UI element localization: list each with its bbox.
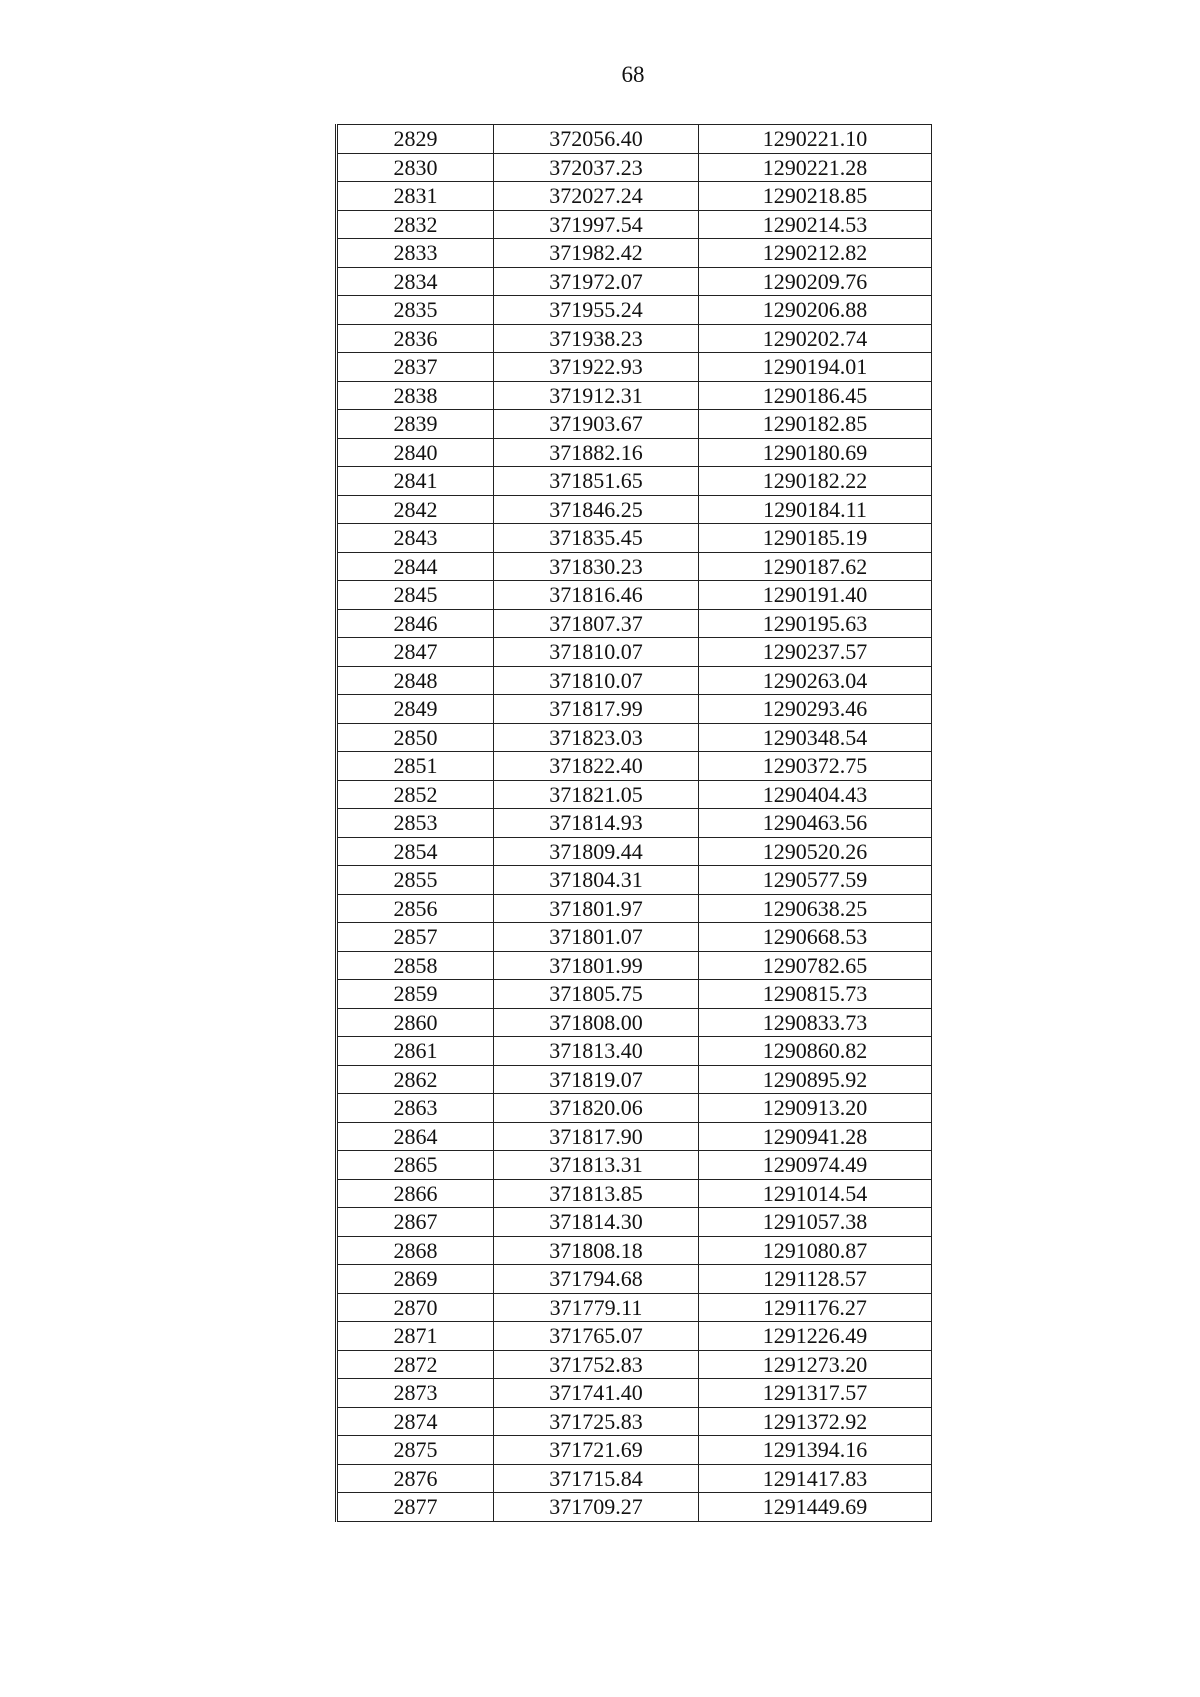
point-number-cell: 2849 [337,695,494,724]
point-number-cell: 2860 [337,1008,494,1037]
point-number-cell: 2865 [337,1151,494,1180]
table-row [337,1407,932,1436]
point-number-cell: 2859 [337,980,494,1009]
table-row [337,666,932,695]
point-number-cell: 2863 [337,1094,494,1123]
point-number-cell: 2877 [337,1493,494,1522]
x-coordinate-cell: 371955.24 [494,296,699,325]
point-number-cell: 2833 [337,239,494,268]
y-coordinate-cell: 1291080.87 [699,1236,932,1265]
point-number-cell: 2850 [337,723,494,752]
table-row [337,410,932,439]
point-number-cell: 2851 [337,752,494,781]
point-number-cell: 2871 [337,1322,494,1351]
point-number-cell: 2872 [337,1350,494,1379]
y-coordinate-cell: 1291014.54 [699,1179,932,1208]
x-coordinate-cell: 371997.54 [494,210,699,239]
table-row [337,1464,932,1493]
y-coordinate-cell: 1290182.22 [699,467,932,496]
x-coordinate-cell: 371846.25 [494,495,699,524]
point-number-cell: 2844 [337,552,494,581]
point-number-cell: 2868 [337,1236,494,1265]
y-coordinate-cell: 1290187.62 [699,552,932,581]
table-row [337,837,932,866]
table-row [337,467,932,496]
point-number-cell: 2875 [337,1436,494,1465]
y-coordinate-cell: 1290895.92 [699,1065,932,1094]
y-coordinate-cell: 1290372.75 [699,752,932,781]
table-row [337,1265,932,1294]
x-coordinate-cell: 371765.07 [494,1322,699,1351]
y-coordinate-cell: 1290214.53 [699,210,932,239]
x-coordinate-cell: 371808.18 [494,1236,699,1265]
x-coordinate-cell: 371982.42 [494,239,699,268]
table-row [337,951,932,980]
x-coordinate-cell: 371912.31 [494,381,699,410]
point-number-cell: 2834 [337,267,494,296]
y-coordinate-cell: 1290668.53 [699,923,932,952]
x-coordinate-cell: 371820.06 [494,1094,699,1123]
y-coordinate-cell: 1290221.28 [699,153,932,182]
table-row [337,638,932,667]
point-number-cell: 2832 [337,210,494,239]
y-coordinate-cell: 1290191.40 [699,581,932,610]
point-number-cell: 2841 [337,467,494,496]
table-row [337,1236,932,1265]
table-row [337,1151,932,1180]
y-coordinate-cell: 1291273.20 [699,1350,932,1379]
table-row [337,353,932,382]
table-row [337,1379,932,1408]
point-number-cell: 2866 [337,1179,494,1208]
table-row [337,210,932,239]
x-coordinate-cell: 371725.83 [494,1407,699,1436]
x-coordinate-cell: 371813.40 [494,1037,699,1066]
point-number-cell: 2862 [337,1065,494,1094]
y-coordinate-cell: 1290782.65 [699,951,932,980]
table-row [337,296,932,325]
x-coordinate-cell: 371903.67 [494,410,699,439]
x-coordinate-cell: 371810.07 [494,666,699,695]
x-coordinate-cell: 371801.07 [494,923,699,952]
x-coordinate-cell: 371938.23 [494,324,699,353]
x-coordinate-cell: 371813.85 [494,1179,699,1208]
table-row [337,1065,932,1094]
point-number-cell: 2853 [337,809,494,838]
table-row [337,125,932,154]
y-coordinate-cell: 1290293.46 [699,695,932,724]
point-number-cell: 2855 [337,866,494,895]
y-coordinate-cell: 1291128.57 [699,1265,932,1294]
table-row [337,153,932,182]
point-number-cell: 2831 [337,182,494,211]
point-number-cell: 2847 [337,638,494,667]
table-row [337,324,932,353]
x-coordinate-cell: 371715.84 [494,1464,699,1493]
y-coordinate-cell: 1290463.56 [699,809,932,838]
table-row [337,239,932,268]
point-number-cell: 2842 [337,495,494,524]
table-row [337,1350,932,1379]
point-number-cell: 2876 [337,1464,494,1493]
coordinates-table [335,124,932,1522]
y-coordinate-cell: 1290913.20 [699,1094,932,1123]
point-number-cell: 2874 [337,1407,494,1436]
table-row [337,381,932,410]
x-coordinate-cell: 371741.40 [494,1379,699,1408]
x-coordinate-cell: 371721.69 [494,1436,699,1465]
x-coordinate-cell: 372027.24 [494,182,699,211]
y-coordinate-cell: 1290815.73 [699,980,932,1009]
x-coordinate-cell: 371972.07 [494,267,699,296]
y-coordinate-cell: 1290184.11 [699,495,932,524]
table-row [337,609,932,638]
y-coordinate-cell: 1290860.82 [699,1037,932,1066]
y-coordinate-cell: 1290209.76 [699,267,932,296]
x-coordinate-cell: 371816.46 [494,581,699,610]
y-coordinate-cell: 1291449.69 [699,1493,932,1522]
point-number-cell: 2873 [337,1379,494,1408]
y-coordinate-cell: 1290182.85 [699,410,932,439]
x-coordinate-cell: 371752.83 [494,1350,699,1379]
y-coordinate-cell: 1291394.16 [699,1436,932,1465]
x-coordinate-cell: 371835.45 [494,524,699,553]
y-coordinate-cell: 1290638.25 [699,894,932,923]
y-coordinate-cell: 1290404.43 [699,780,932,809]
point-number-cell: 2836 [337,324,494,353]
table-row [337,1436,932,1465]
table-row [337,524,932,553]
point-number-cell: 2840 [337,438,494,467]
point-number-cell: 2869 [337,1265,494,1294]
point-number-cell: 2854 [337,837,494,866]
y-coordinate-cell: 1290941.28 [699,1122,932,1151]
x-coordinate-cell: 371882.16 [494,438,699,467]
y-coordinate-cell: 1290348.54 [699,723,932,752]
y-coordinate-cell: 1290974.49 [699,1151,932,1180]
point-number-cell: 2864 [337,1122,494,1151]
y-coordinate-cell: 1290186.45 [699,381,932,410]
x-coordinate-cell: 371813.31 [494,1151,699,1180]
y-coordinate-cell: 1291317.57 [699,1379,932,1408]
y-coordinate-cell: 1290194.01 [699,353,932,382]
table-row [337,438,932,467]
x-coordinate-cell: 371808.00 [494,1008,699,1037]
x-coordinate-cell: 371823.03 [494,723,699,752]
table-row [337,495,932,524]
point-number-cell: 2830 [337,153,494,182]
y-coordinate-cell: 1290237.57 [699,638,932,667]
table-row [337,1008,932,1037]
point-number-cell: 2857 [337,923,494,952]
x-coordinate-cell: 371819.07 [494,1065,699,1094]
table-row [337,1208,932,1237]
point-number-cell: 2837 [337,353,494,382]
x-coordinate-cell: 371810.07 [494,638,699,667]
y-coordinate-cell: 1290195.63 [699,609,932,638]
x-coordinate-cell: 371822.40 [494,752,699,781]
x-coordinate-cell: 371805.75 [494,980,699,1009]
y-coordinate-cell: 1290577.59 [699,866,932,895]
table-row [337,1293,932,1322]
table-row [337,581,932,610]
table-row [337,1094,932,1123]
x-coordinate-cell: 371830.23 [494,552,699,581]
table-row [337,267,932,296]
y-coordinate-cell: 1290202.74 [699,324,932,353]
point-number-cell: 2838 [337,381,494,410]
page-number: 68 [621,62,645,87]
table-row [337,752,932,781]
y-coordinate-cell: 1291226.49 [699,1322,932,1351]
x-coordinate-cell: 371807.37 [494,609,699,638]
x-coordinate-cell: 371817.90 [494,1122,699,1151]
x-coordinate-cell: 371821.05 [494,780,699,809]
y-coordinate-cell: 1290206.88 [699,296,932,325]
y-coordinate-cell: 1290180.69 [699,438,932,467]
x-coordinate-cell: 372056.40 [494,125,699,154]
x-coordinate-cell: 371801.99 [494,951,699,980]
coordinates-table-body [337,125,932,1522]
x-coordinate-cell: 371922.93 [494,353,699,382]
y-coordinate-cell: 1290185.19 [699,524,932,553]
y-coordinate-cell: 1290218.85 [699,182,932,211]
x-coordinate-cell: 371809.44 [494,837,699,866]
point-number-cell: 2852 [337,780,494,809]
x-coordinate-cell: 372037.23 [494,153,699,182]
point-number-cell: 2845 [337,581,494,610]
x-coordinate-cell: 371814.93 [494,809,699,838]
x-coordinate-cell: 371801.97 [494,894,699,923]
table-row [337,1122,932,1151]
point-number-cell: 2846 [337,609,494,638]
point-number-cell: 2858 [337,951,494,980]
point-number-cell: 2870 [337,1293,494,1322]
y-coordinate-cell: 1291372.92 [699,1407,932,1436]
y-coordinate-cell: 1291176.27 [699,1293,932,1322]
y-coordinate-cell: 1290263.04 [699,666,932,695]
table-row [337,780,932,809]
x-coordinate-cell: 371794.68 [494,1265,699,1294]
point-number-cell: 2867 [337,1208,494,1237]
y-coordinate-cell: 1290520.26 [699,837,932,866]
table-row [337,809,932,838]
y-coordinate-cell: 1291417.83 [699,1464,932,1493]
point-number-cell: 2848 [337,666,494,695]
x-coordinate-cell: 371817.99 [494,695,699,724]
table-row [337,894,932,923]
table-row [337,980,932,1009]
table-row [337,182,932,211]
table-row [337,695,932,724]
x-coordinate-cell: 371804.31 [494,866,699,895]
point-number-cell: 2829 [337,125,494,154]
table-row [337,1179,932,1208]
x-coordinate-cell: 371814.30 [494,1208,699,1237]
x-coordinate-cell: 371709.27 [494,1493,699,1522]
y-coordinate-cell: 1290833.73 [699,1008,932,1037]
point-number-cell: 2839 [337,410,494,439]
x-coordinate-cell: 371851.65 [494,467,699,496]
table-row [337,552,932,581]
table-row [337,1493,932,1522]
table-row [337,866,932,895]
y-coordinate-cell: 1291057.38 [699,1208,932,1237]
point-number-cell: 2856 [337,894,494,923]
table-row [337,723,932,752]
y-coordinate-cell: 1290221.10 [699,125,932,154]
x-coordinate-cell: 371779.11 [494,1293,699,1322]
point-number-cell: 2843 [337,524,494,553]
table-row [337,1322,932,1351]
table-row [337,923,932,952]
y-coordinate-cell: 1290212.82 [699,239,932,268]
table-row [337,1037,932,1066]
point-number-cell: 2835 [337,296,494,325]
point-number-cell: 2861 [337,1037,494,1066]
